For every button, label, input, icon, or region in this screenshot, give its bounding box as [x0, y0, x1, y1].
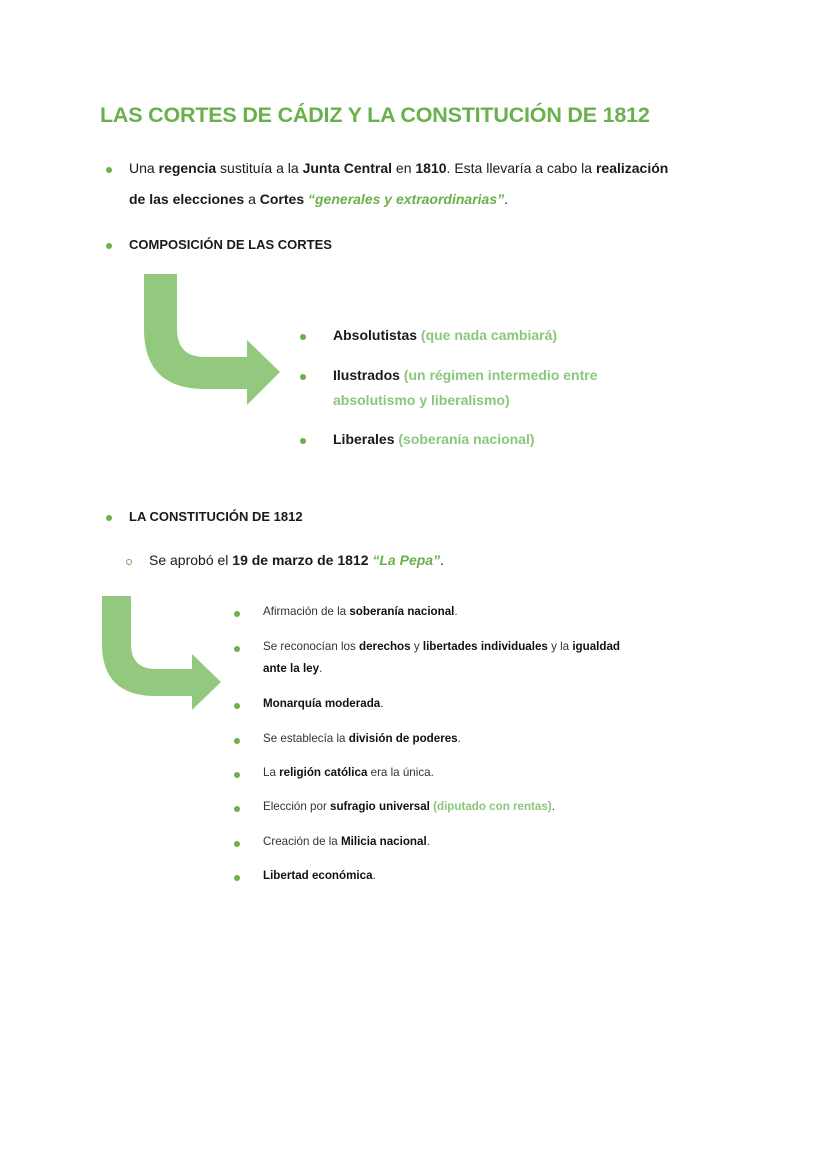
bullet-item-8 — [234, 875, 240, 881]
constitucion-item: La religión católica era la única. — [263, 766, 434, 779]
composicion-heading: COMPOSICIÓN DE LAS CORTES — [129, 237, 332, 252]
constitucion-item: Elección por sufragio universal (diputado con rentas). — [263, 800, 555, 813]
constitucion-item: Se establecía la división de poderes. — [263, 732, 461, 745]
constitucion-approved: Se aprobó el 19 de marzo de 1812 “La Pepa”. — [149, 552, 444, 568]
bullet-item-7 — [234, 841, 240, 847]
bullet-constitucion — [106, 515, 112, 521]
bullet-absolutistas — [300, 334, 306, 340]
intro-line-2: de las elecciones a Cortes “generales y extraordinarias”. — [129, 191, 509, 207]
constitucion-item: Libertad económica. — [263, 869, 376, 882]
bullet-item-1 — [234, 611, 240, 617]
arrow-icon — [142, 274, 282, 409]
composicion-item-liberales: Liberales (soberanía nacional) — [333, 431, 535, 447]
bullet-item-3 — [234, 703, 240, 709]
constitucion-heading: LA CONSTITUCIÓN DE 1812 — [129, 509, 303, 524]
composicion-item-ilustrados-cont: absolutismo y liberalismo) — [333, 392, 510, 408]
bullet-composicion — [106, 243, 112, 249]
bullet-liberales — [300, 438, 306, 444]
intro-line-1: Una regencia sustituía a la Junta Central en 1810. Esta llevaría a cabo la realización — [129, 160, 669, 176]
bullet-item-5 — [234, 772, 240, 778]
sub-bullet-approved — [126, 559, 132, 565]
constitucion-item: Se reconocían los derechos y libertades individuales y la igualdad — [263, 640, 620, 653]
bullet-item-6 — [234, 806, 240, 812]
bullet-ilustrados — [300, 374, 306, 380]
bullet-intro — [106, 167, 112, 173]
constitucion-item: Creación de la Milicia nacional. — [263, 835, 430, 848]
constitucion-item: Afirmación de la soberanía nacional. — [263, 605, 458, 618]
page-title: LAS CORTES DE CÁDIZ Y LA CONSTITUCIÓN DE 1812 — [100, 103, 650, 127]
bullet-item-2 — [234, 646, 240, 652]
constitucion-item: Monarquía moderada. — [263, 697, 384, 710]
constitucion-item-cont: ante la ley. — [263, 662, 323, 675]
composicion-item-absolutistas: Absolutistas (que nada cambiará) — [333, 327, 558, 343]
composicion-item-ilustrados: Ilustrados (un régimen intermedio entre — [333, 367, 598, 383]
arrow-icon — [100, 596, 225, 714]
bullet-item-4 — [234, 738, 240, 744]
